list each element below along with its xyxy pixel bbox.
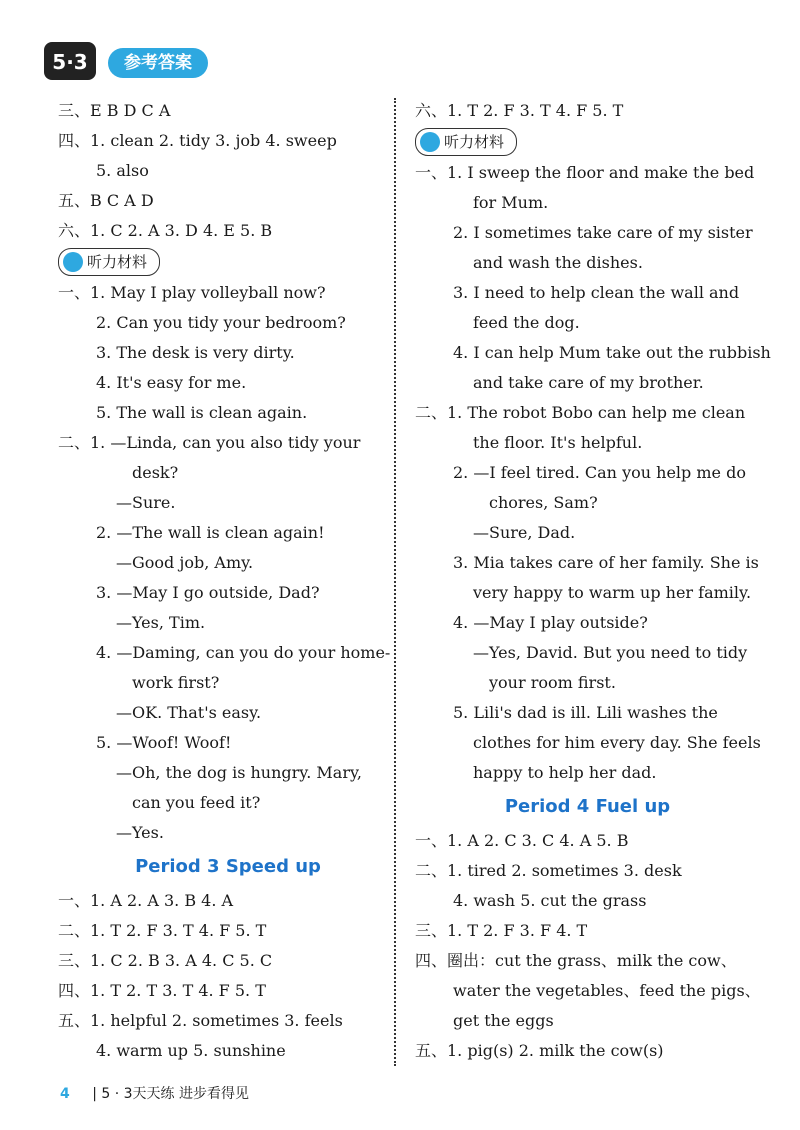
listening-material-tag [415, 128, 517, 156]
series-slogan: | 5 · 3天天练 进步看得见 [92, 1086, 249, 1102]
script-line: 4. It's easy for me. [96, 373, 247, 392]
script-line: 4. —May I play outside? [453, 613, 648, 632]
script-line: 3. —May I go outside, Dad? [96, 583, 320, 602]
listening-material-label: 听力材料 [444, 133, 505, 151]
script-line: 二、1. The robot Bobo can help me clean [415, 403, 746, 422]
script-line: can you feed it? [132, 793, 261, 812]
page-header [40, 36, 260, 96]
answer-line: 四、1. clean 2. tidy 3. job 4. sweep [58, 131, 337, 150]
script-line: —Good job, Amy. [116, 553, 254, 572]
period-3-title: Period 3 Speed up [135, 856, 321, 877]
script-line: the floor. It's helpful. [473, 433, 643, 452]
script-line: 5. —Woof! Woof! [96, 733, 232, 752]
script-line: 5. The wall is clean again. [96, 403, 308, 422]
script-line: 2. —The wall is clean again! [96, 523, 325, 542]
script-line: and take care of my brother. [473, 373, 704, 392]
answer-line: 四、1. T 2. T 3. T 4. F 5. T [58, 981, 266, 1000]
script-line: 4. —Daming, can you do your home- [96, 643, 391, 662]
script-line: 3. I need to help clean the wall and [453, 283, 740, 302]
right-column [415, 96, 771, 1066]
answer-line: water the vegetables、feed the pigs、 [453, 981, 761, 1000]
script-line: happy to help her dad. [473, 763, 657, 782]
script-line: and wash the dishes. [473, 253, 643, 272]
answer-key-badge: 参考答案 [108, 48, 208, 78]
script-line: work first? [132, 673, 220, 692]
answer-line: 一、1. A 2. C 3. C 4. A 5. B [415, 831, 629, 850]
brand-logo-icon [40, 36, 100, 86]
script-line: —Sure. [116, 493, 176, 512]
left-column [58, 96, 398, 1066]
script-line: —Yes, Tim. [116, 613, 206, 632]
script-line: 2. I sometimes take care of my sister [453, 223, 753, 242]
listening-material-tag [58, 248, 160, 276]
script-line: desk? [132, 463, 179, 482]
answer-line: 五、1. helpful 2. sometimes 3. feels [58, 1011, 343, 1030]
script-line: chores, Sam? [489, 493, 598, 512]
script-line: 3. Mia takes care of her family. She is [453, 553, 759, 572]
script-line: 5. Lili's dad is ill. Lili washes the [453, 703, 718, 722]
script-line: 3. The desk is very dirty. [96, 343, 295, 362]
answer-line: 五、1. pig(s) 2. milk the cow(s) [415, 1041, 664, 1060]
answer-line: 六、1. C 2. A 3. D 4. E 5. B [58, 221, 273, 240]
period-4-title: Period 4 Fuel up [504, 796, 671, 817]
script-line: —Yes. [116, 823, 164, 842]
answer-line: 三、1. C 2. B 3. A 4. C 5. C [58, 951, 273, 970]
script-line: —Oh, the dog is hungry. Mary, [116, 763, 362, 782]
headphones-icon [63, 252, 83, 272]
script-line: 2. Can you tidy your bedroom? [96, 313, 346, 332]
answer-line: 5. also [96, 161, 149, 180]
answer-line: get the eggs [453, 1011, 554, 1030]
script-line: 一、1. May I play volleyball now? [58, 283, 326, 302]
script-line: for Mum. [473, 193, 549, 212]
answer-line: 三、1. T 2. F 3. F 4. T [415, 921, 588, 940]
answer-line: 四、圈出：cut the grass、milk the cow、 [415, 951, 737, 970]
answer-line: 4. wash 5. cut the grass [453, 891, 647, 910]
page-footer [60, 1083, 249, 1103]
script-line: 4. I can help Mum take out the rubbish [453, 343, 771, 362]
script-line: your room first. [489, 673, 616, 692]
script-line: 二、1. —Linda, can you also tidy your [58, 433, 361, 452]
script-line: —OK. That's easy. [116, 703, 262, 722]
script-line: 2. —I feel tired. Can you help me do [453, 463, 746, 482]
answer-line: 二、1. tired 2. sometimes 3. desk [415, 861, 682, 880]
script-line: feed the dog. [473, 313, 580, 332]
answer-line: 一、1. A 2. A 3. B 4. A [58, 891, 234, 910]
script-line: —Sure, Dad. [473, 523, 576, 542]
script-line: clothes for him every day. She feels [473, 733, 761, 752]
answer-line: 五、B C A D [58, 191, 154, 210]
svg-text:5·3: 5·3 [52, 50, 88, 74]
answer-line: 4. warm up 5. sunshine [96, 1041, 286, 1060]
script-line: very happy to warm up her family. [473, 583, 752, 602]
page-number: 4 [60, 1086, 70, 1102]
answer-line: 二、1. T 2. F 3. T 4. F 5. T [58, 921, 267, 940]
answer-line: 三、E B D C A [58, 101, 171, 120]
listening-material-label: 听力材料 [87, 253, 148, 271]
script-line: —Yes, David. But you need to tidy [473, 643, 748, 662]
script-line: 一、1. I sweep the floor and make the bed [415, 163, 755, 182]
answer-line: 六、1. T 2. F 3. T 4. F 5. T [415, 101, 624, 120]
headphones-icon [420, 132, 440, 152]
